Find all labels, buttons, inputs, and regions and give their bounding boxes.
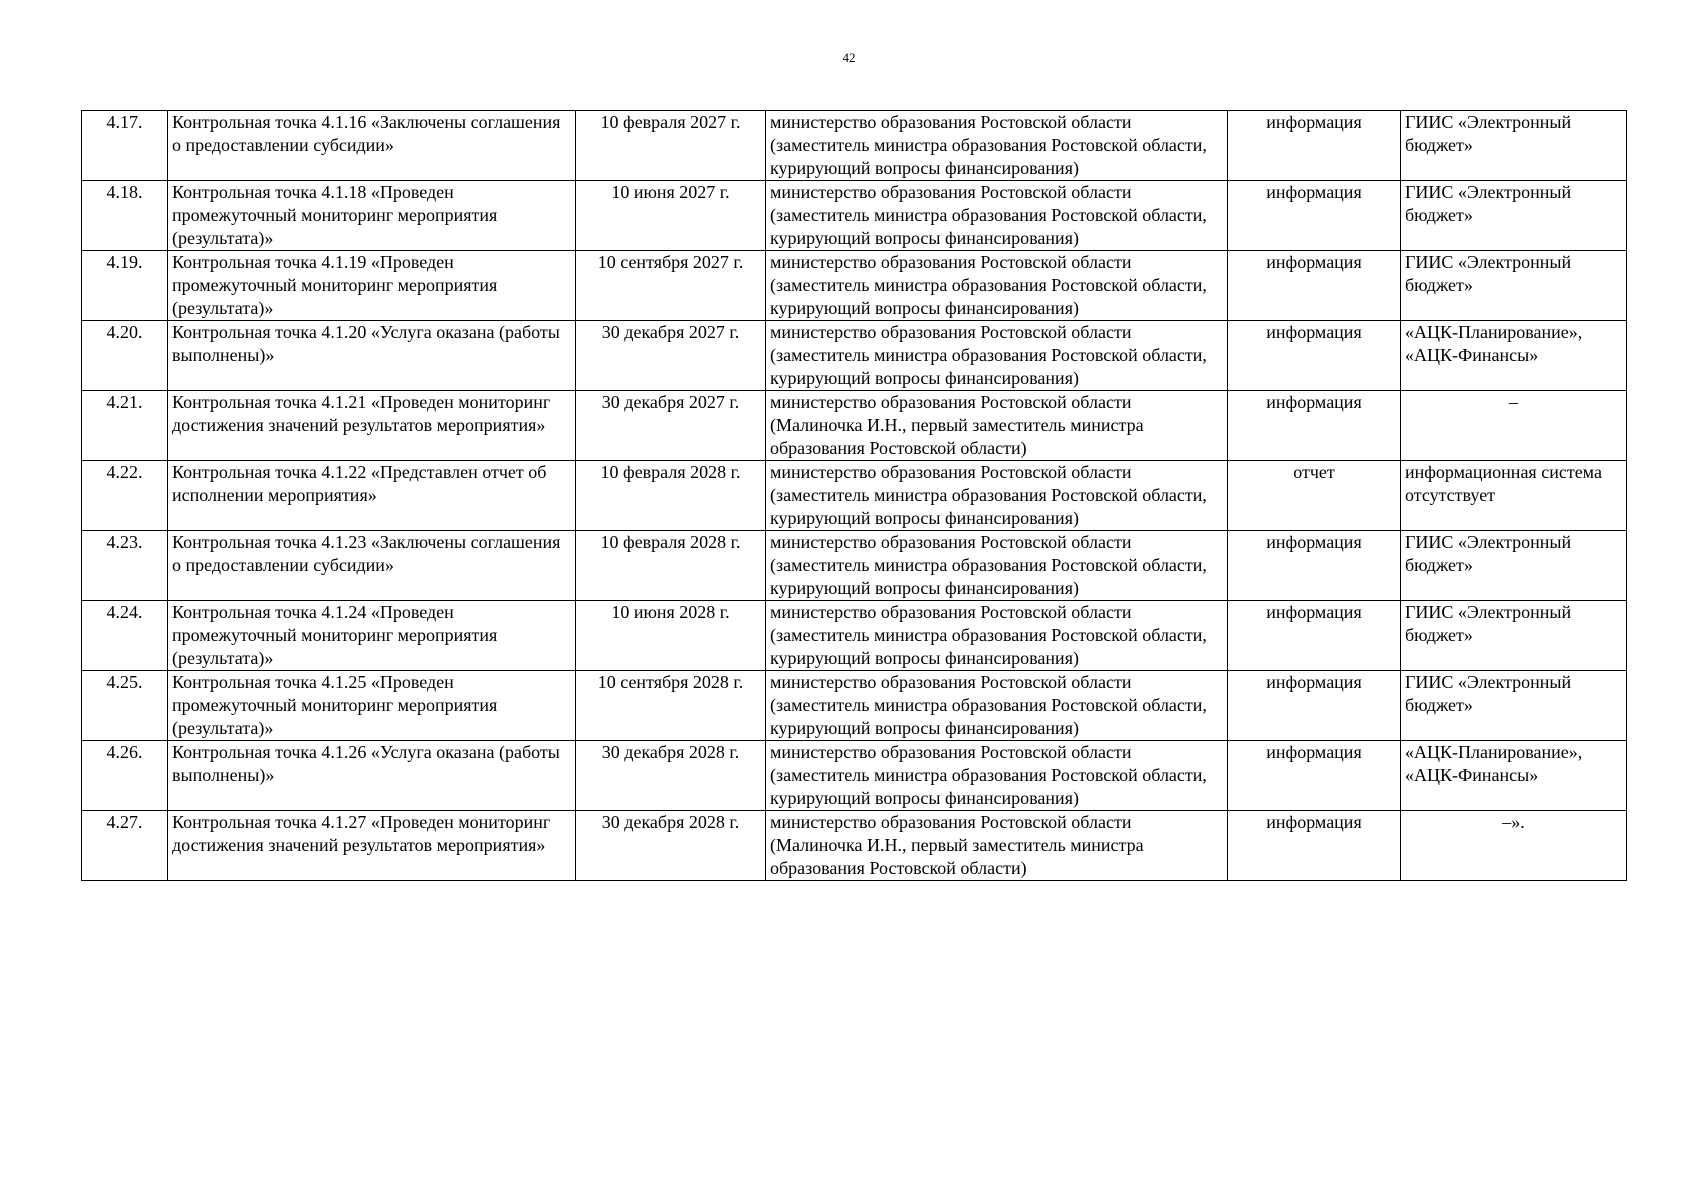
deadline-date: 10 сентября 2027 г. [576, 251, 766, 321]
table-row [82, 671, 1627, 741]
responsible-executor: министерство образования Ростовской области (заместитель министра образования Ростовской области, курирующий вопросы финансирования) [766, 671, 1228, 741]
table-row [82, 111, 1627, 181]
responsible-executor: министерство образования Ростовской области (заместитель министра образования Ростовской области, курирующий вопросы финансирования) [766, 251, 1228, 321]
control-point-name: Контрольная точка 4.1.27 «Проведен мониторинг достижения значений результатов мероприятия» [168, 811, 576, 881]
responsible-executor: министерство образования Ростовской области (заместитель министра образования Ростовской области, курирующий вопросы финансирования) [766, 741, 1228, 811]
deadline-date: 10 февраля 2028 г. [576, 461, 766, 531]
deadline-date: 10 июня 2028 г. [576, 601, 766, 671]
information-system: ГИИС «Электронный бюджет» [1401, 251, 1627, 321]
row-number: 4.17. [82, 111, 168, 181]
responsible-executor: министерство образования Ростовской области (заместитель министра образования Ростовской области, курирующий вопросы финансирования) [766, 181, 1228, 251]
document-type: информация [1228, 391, 1401, 461]
deadline-date: 10 сентября 2028 г. [576, 671, 766, 741]
control-point-name: Контрольная точка 4.1.25 «Проведен промежуточный мониторинг мероприятия (результата)» [168, 671, 576, 741]
information-system: «АЦК-Планирование», «АЦК-Финансы» [1401, 741, 1627, 811]
document-type: информация [1228, 811, 1401, 881]
document-type: информация [1228, 671, 1401, 741]
control-points-table [81, 110, 1627, 881]
table-row [82, 181, 1627, 251]
row-number: 4.22. [82, 461, 168, 531]
information-system: ГИИС «Электронный бюджет» [1401, 601, 1627, 671]
information-system: «АЦК-Планирование», «АЦК-Финансы» [1401, 321, 1627, 391]
row-number: 4.23. [82, 531, 168, 601]
control-point-name: Контрольная точка 4.1.24 «Проведен промежуточный мониторинг мероприятия (результата)» [168, 601, 576, 671]
table-row [82, 601, 1627, 671]
row-number: 4.21. [82, 391, 168, 461]
information-system: ГИИС «Электронный бюджет» [1401, 111, 1627, 181]
deadline-date: 30 декабря 2028 г. [576, 811, 766, 881]
responsible-executor: министерство образования Ростовской области (Малиночка И.Н., первый заместитель министра образования Ростовской области) [766, 811, 1228, 881]
responsible-executor: министерство образования Ростовской области (заместитель министра образования Ростовской области, курирующий вопросы финансирования) [766, 531, 1228, 601]
control-point-name: Контрольная точка 4.1.16 «Заключены соглашения о предоставлении субсидии» [168, 111, 576, 181]
document-type: информация [1228, 531, 1401, 601]
document-type: информация [1228, 321, 1401, 391]
table-row [82, 531, 1627, 601]
control-point-name: Контрольная точка 4.1.20 «Услуга оказана (работы выполнены)» [168, 321, 576, 391]
deadline-date: 10 февраля 2027 г. [576, 111, 766, 181]
control-point-name: Контрольная точка 4.1.26 «Услуга оказана (работы выполнены)» [168, 741, 576, 811]
table-row [82, 811, 1627, 881]
information-system: ГИИС «Электронный бюджет» [1401, 671, 1627, 741]
row-number: 4.24. [82, 601, 168, 671]
information-system: информационная система отсутствует [1401, 461, 1627, 531]
document-type: информация [1228, 181, 1401, 251]
deadline-date: 10 февраля 2028 г. [576, 531, 766, 601]
information-system: – [1401, 391, 1627, 461]
row-number: 4.27. [82, 811, 168, 881]
row-number: 4.26. [82, 741, 168, 811]
control-point-name: Контрольная точка 4.1.21 «Проведен мониторинг достижения значений результатов мероприятия» [168, 391, 576, 461]
table-row [82, 321, 1627, 391]
control-point-name: Контрольная точка 4.1.18 «Проведен промежуточный мониторинг мероприятия (результата)» [168, 181, 576, 251]
responsible-executor: министерство образования Ростовской области (заместитель министра образования Ростовской области, курирующий вопросы финансирования) [766, 601, 1228, 671]
control-point-name: Контрольная точка 4.1.19 «Проведен промежуточный мониторинг мероприятия (результата)» [168, 251, 576, 321]
information-system: –». [1401, 811, 1627, 881]
page-number: 42 [842, 50, 856, 65]
table-row [82, 741, 1627, 811]
document-type: информация [1228, 111, 1401, 181]
responsible-executor: министерство образования Ростовской области (Малиночка И.Н., первый заместитель министра образования Ростовской области) [766, 391, 1228, 461]
deadline-date: 30 декабря 2028 г. [576, 741, 766, 811]
row-number: 4.19. [82, 251, 168, 321]
deadline-date: 10 июня 2027 г. [576, 181, 766, 251]
document-type: информация [1228, 601, 1401, 671]
control-point-name: Контрольная точка 4.1.22 «Представлен отчет об исполнении мероприятия» [168, 461, 576, 531]
row-number: 4.20. [82, 321, 168, 391]
deadline-date: 30 декабря 2027 г. [576, 391, 766, 461]
information-system: ГИИС «Электронный бюджет» [1401, 531, 1627, 601]
document-type: отчет [1228, 461, 1401, 531]
document-type: информация [1228, 741, 1401, 811]
table-row [82, 251, 1627, 321]
deadline-date: 30 декабря 2027 г. [576, 321, 766, 391]
responsible-executor: министерство образования Ростовской области (заместитель министра образования Ростовской области, курирующий вопросы финансирования) [766, 111, 1228, 181]
table-row [82, 461, 1627, 531]
control-point-name: Контрольная точка 4.1.23 «Заключены соглашения о предоставлении субсидии» [168, 531, 576, 601]
row-number: 4.25. [82, 671, 168, 741]
responsible-executor: министерство образования Ростовской области (заместитель министра образования Ростовской области, курирующий вопросы финансирования) [766, 321, 1228, 391]
row-number: 4.18. [82, 181, 168, 251]
table-row [82, 391, 1627, 461]
responsible-executor: министерство образования Ростовской области (заместитель министра образования Ростовской области, курирующий вопросы финансирования) [766, 461, 1228, 531]
document-type: информация [1228, 251, 1401, 321]
information-system: ГИИС «Электронный бюджет» [1401, 181, 1627, 251]
